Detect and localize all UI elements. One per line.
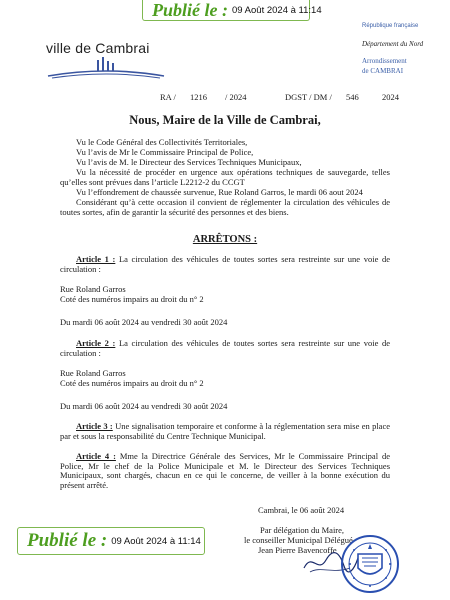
consideration-5: Vu l’effondrement de chaussée survenue, Rue Roland Garros, le mardi 06 aout 2024	[76, 187, 363, 197]
publication-stamp-top	[142, 0, 322, 21]
signature-role: le conseiller Municipal Délégué	[244, 535, 353, 545]
arrondissement-line-1: Arrondissement	[362, 57, 407, 65]
article-2-text: La circulation des véhicules de toutes sortes sera restreinte sur une voie de circulation :	[60, 338, 390, 358]
article-2-street: Rue Roland Garros	[60, 368, 126, 378]
article-3-label: Article 3 :	[76, 421, 113, 431]
stamp-date: 09 Août 2024 à 11:14	[231, 4, 322, 16]
article-1	[60, 255, 390, 274]
arrondissement-line-2: de CAMBRAI	[362, 66, 404, 75]
article-4-text: Mme la Directrice Générale des Services, Mr le Commissaire Principal de Police, Mr le chef de la Police Municipale et M. le Directeur des Services Techniques Municipaux, sont chargés, chacun en ce qui le concerne, de veiller à la bonne exécution du présent arrêté.	[60, 451, 390, 490]
consideration-4: Vu la nécessité de procéder en urgence aux opérations techniques de sauvegarde, telles qu’elles sont prévues dans l’article L2212-2 du CCGT	[60, 167, 390, 187]
dgst-year: 2024	[382, 92, 399, 102]
article-2	[60, 339, 390, 358]
cambrai-logo	[46, 40, 166, 80]
republique-francaise: République française	[362, 23, 419, 29]
departement: Département du Nord	[362, 40, 424, 48]
article-1-text: La circulation des véhicules de toutes sortes sera restreinte sur une voie de circulation :	[60, 254, 390, 274]
ra-number: 1216	[190, 92, 207, 102]
stamp-label: Publié le :	[152, 0, 228, 20]
skyline-icon	[46, 56, 166, 80]
arrondissement	[362, 57, 407, 76]
stamp-label: Publié le :	[27, 530, 108, 551]
stamp-date: 09 Août 2024 à 11:14	[111, 535, 201, 547]
consideration-2: Vu l’avis de Mr le Commissaire Principal de Police,	[76, 147, 254, 157]
dgst-prefix: DGST / DM /	[285, 92, 332, 102]
arretons-heading: ARRÊTONS :	[192, 234, 258, 245]
signature-name: Jean Pierre Bavencoffe	[258, 545, 337, 555]
article-1-period: Du mardi 06 août 2024 au vendredi 30 août 2024	[60, 317, 228, 327]
article-3	[60, 422, 390, 441]
article-4	[60, 452, 390, 490]
consideration-3: Vu l’avis de M. le Directeur des Services Techniques Municipaux,	[76, 157, 302, 167]
official-seal-icon	[340, 534, 400, 594]
article-1-side: Coté des numéros impairs au droit du n° 2	[60, 294, 204, 304]
signature-delegation: Par délégation du Maire,	[260, 525, 345, 535]
article-2-label: Article 2 :	[76, 338, 116, 348]
article-4-label: Article 4 :	[76, 451, 116, 461]
article-1-label: Article 1 :	[76, 254, 116, 264]
logo-text: ville de Cambrai	[46, 40, 150, 56]
ra-prefix: RA /	[160, 92, 176, 102]
publication-stamp-bottom	[17, 527, 205, 555]
page-title: Nous, Maire de la Ville de Cambrai,	[129, 113, 321, 127]
signature-place-date: Cambrai, le 06 août 2024	[258, 505, 345, 515]
article-1-street: Rue Roland Garros	[60, 284, 126, 294]
article-2-period: Du mardi 06 août 2024 au vendredi 30 août 2024	[60, 401, 228, 411]
dgst-number: 546	[346, 92, 359, 102]
article-2-side: Coté des numéros impairs au droit du n° 2	[60, 378, 204, 388]
consideration-1: Vu le Code Général des Collectivités Territoriales,	[76, 137, 248, 147]
consideration-6: Considérant qu’à cette occasion il convient de réglementer la circulation des véhicules de toutes sortes, afin de garantir la sécurité des personnes et des biens.	[60, 197, 390, 217]
article-3-text: Une signalisation temporaire et conforme à la réglementation sera mise en place par et sous la responsabilité du Centre Technique Municipal.	[60, 421, 390, 441]
ra-year: / 2024	[225, 92, 247, 102]
